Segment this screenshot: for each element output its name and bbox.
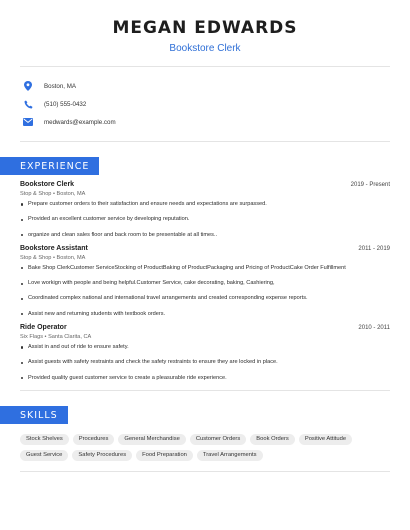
skill-chip: Food Preparation — [136, 450, 193, 461]
skills-section — [0, 405, 410, 461]
email-text: medwards@example.com — [44, 118, 116, 126]
skill-chip: Guest Service — [20, 450, 68, 461]
job-org: Six Flags • Santa Clarita, CA — [20, 334, 92, 341]
job-dates: 2010 - 2011 — [358, 325, 390, 332]
skill-chip: Travel Arrangements — [197, 450, 263, 461]
job-dates: 2019 - Present — [350, 182, 390, 188]
job-bullet: organize and clean sales floor and back room to be presentable at all times.. — [20, 232, 390, 239]
job-list — [0, 181, 410, 382]
job-title: Ride Operator — [20, 324, 67, 332]
job-bullets — [20, 201, 390, 239]
divider — [20, 141, 390, 142]
divider — [20, 390, 390, 391]
job-bullet: Provided an excellent customer service by developing reputation. — [20, 216, 390, 223]
skill-chip: Procedures — [73, 434, 115, 445]
job-entry — [20, 245, 390, 318]
job-title: Bookstore Clerk — [20, 181, 75, 188]
divider — [20, 471, 390, 472]
location-pin-icon — [22, 80, 34, 92]
contact-location — [20, 77, 410, 95]
job-bullet: Assist guests with safety restraints and check the safety restraints to ensure they are locked in place. — [20, 359, 390, 366]
job-org: Stop & Shop • Boston, MA — [20, 254, 86, 261]
job-bullet: Bake Shop ClerkCustomer ServiceStocking of ProductBaking of ProductPackaging and Pricing of ProductCake Order Fulfillment — [20, 265, 390, 272]
job-title: Bookstore Assistant — [20, 244, 88, 252]
email-icon — [22, 116, 34, 128]
job-entry — [20, 324, 390, 382]
candidate-name: MEGAN EDWARDS — [112, 18, 298, 38]
skills-heading: SKILLS — [0, 406, 68, 424]
skill-chips — [0, 434, 410, 461]
experience-section — [0, 156, 410, 382]
resume-header — [0, 0, 410, 54]
skill-chip: Positive Attitude — [299, 434, 352, 445]
location-text: Boston, MA — [44, 82, 76, 90]
experience-heading: EXPERIENCE — [0, 157, 99, 175]
skill-chip: Stock Shelves — [20, 434, 69, 445]
job-bullet: Assist in and out of ride to ensure safety. — [20, 344, 390, 351]
job-dates: 2011 - 2019 — [358, 245, 390, 252]
candidate-role: Bookstore Clerk — [169, 43, 241, 54]
skill-chip: Customer Orders — [190, 434, 246, 445]
skill-chip: Book Orders — [250, 434, 295, 445]
job-bullet: Assist new and returning students with textbook orders. — [20, 311, 390, 318]
contact-block — [0, 67, 410, 131]
job-entry — [20, 181, 390, 239]
job-bullets — [20, 344, 390, 382]
skill-chip: Safety Procedures — [72, 450, 132, 461]
job-bullet: Provided quality guest customer service to create a pleasurable ride experience. — [20, 375, 390, 382]
job-bullet: Coordinated complex national and international travel arrangements and created corresponding expense reports. — [20, 295, 390, 302]
job-org: Stop & Shop • Boston, MA — [20, 191, 86, 197]
phone-icon — [22, 98, 34, 110]
job-bullets — [20, 265, 390, 318]
contact-phone — [20, 95, 410, 113]
phone-text: (510) 555-0432 — [44, 100, 87, 108]
contact-email — [20, 113, 410, 131]
job-bullet: Love workign with people and being helpful.Customer Service, cake decorating, baking, Cashiering, — [20, 280, 390, 287]
job-bullet: Prepare customer orders to their satisfaction and ensure needs and expectations are surpassed. — [20, 201, 390, 208]
skill-chip: General Merchandise — [118, 434, 185, 445]
